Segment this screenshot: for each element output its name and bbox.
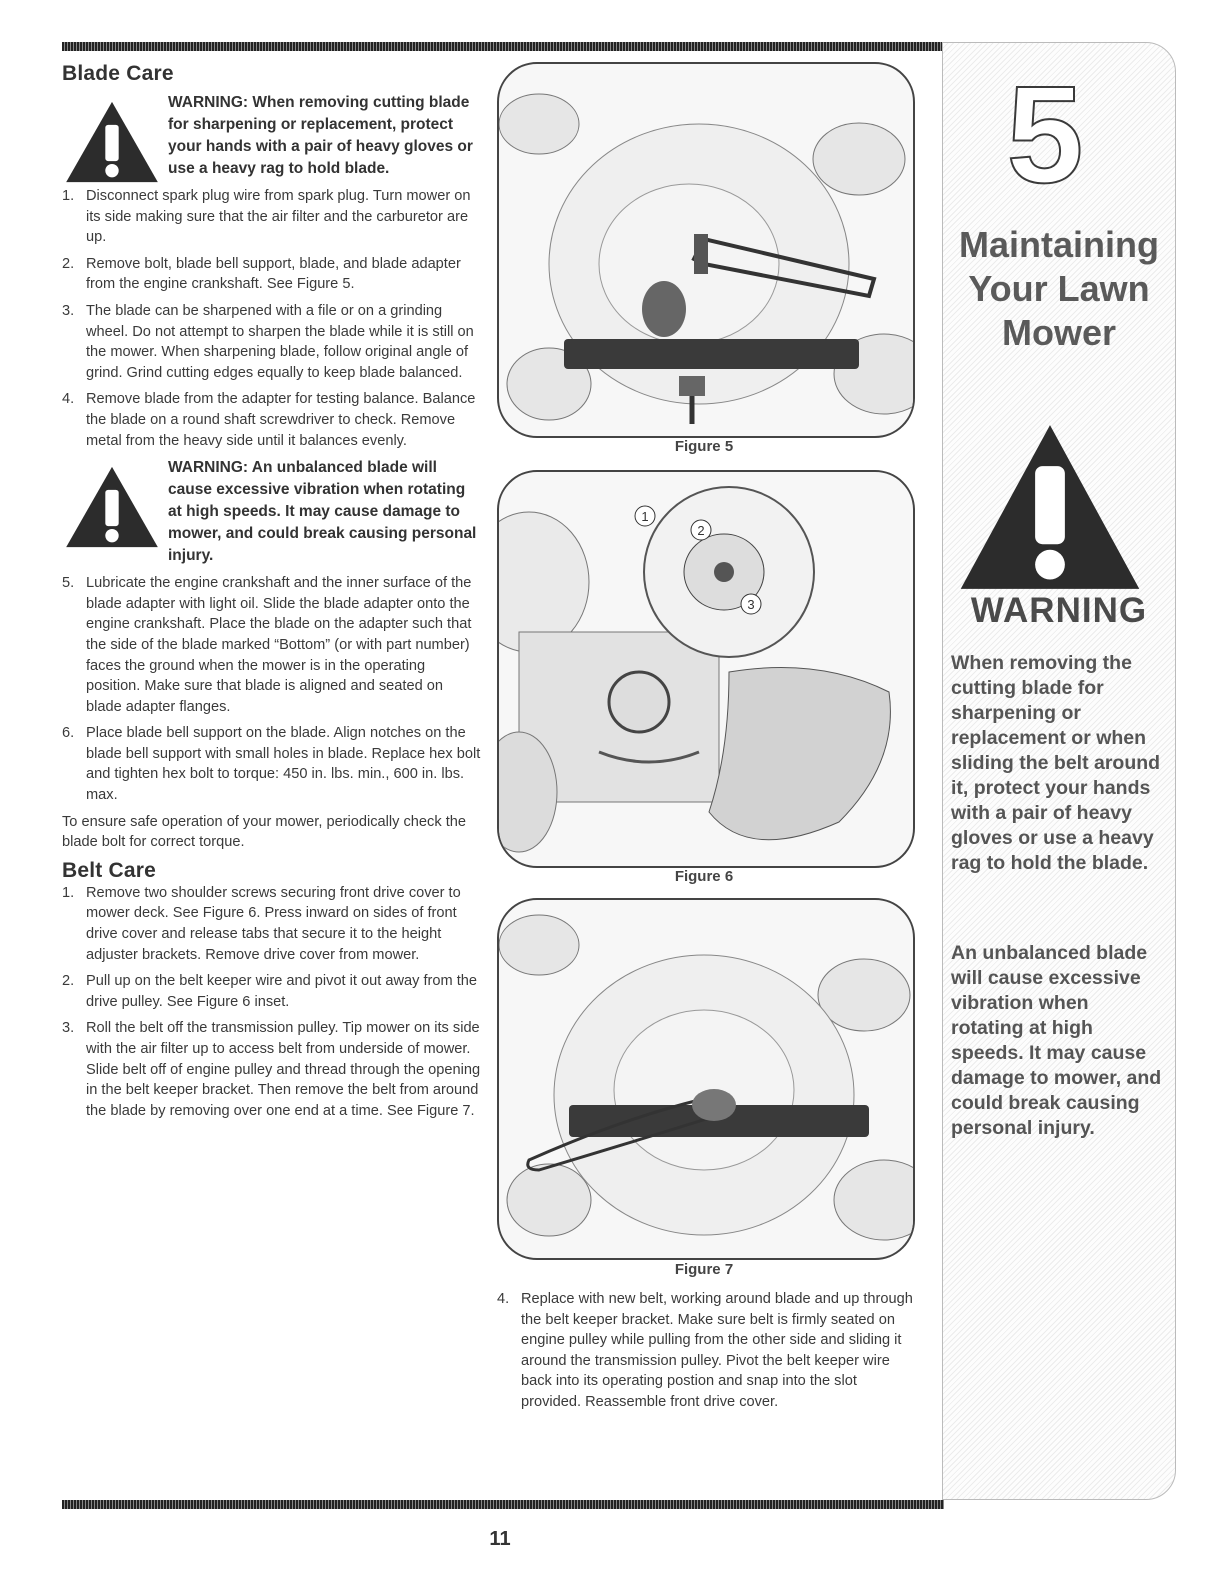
callout-3: 3	[747, 597, 755, 612]
blade-closing-text: To ensure safe operation of your mower, periodically check the blade bolt for correct torque.	[62, 813, 466, 851]
chapter-title: Maintaining Your Lawn Mower	[959, 224, 1159, 353]
drive-cover-illustration	[499, 472, 913, 866]
chapter-sidebar	[942, 42, 1176, 1500]
list-item: 1. Remove two shoulder screws securing front drive cover to mower deck. See Figure 6. Press inward on sides of front drive cover and release tabs that secure it to the height adjuster brackets. Remove drive cover from mower.	[62, 884, 461, 963]
figure-7-image	[497, 898, 915, 1260]
belt-care-heading: Belt Care	[62, 858, 157, 882]
top-rule	[62, 42, 944, 51]
sidebar-warning-text-1: When removing the cutting blade for sharpening or replacement or when sliding the belt around it, protect your hands with a pair of heavy gloves or use a heavy rag to hold the blade.	[951, 652, 1161, 874]
figure-6-caption: Figure 6	[674, 868, 734, 885]
sidebar-warning-text-2: An unbalanced blade will cause excessive vibration when rotating at high speeds. It may cause damage to mower, and could break causing personal injury.	[951, 942, 1162, 1139]
figure-7-caption: Figure 7	[674, 1261, 734, 1278]
belt-steps	[62, 883, 482, 1122]
warning-triangle-icon	[64, 465, 160, 549]
warning-triangle-icon	[64, 100, 160, 184]
list-item: 3. The blade can be sharpened with a file or on a grinding wheel. Do not attempt to sharpen the blade while it is still on the mower. When sharpening blade, follow original angle of grind. Grind cutting edges equally to keep blade balanced.	[62, 302, 474, 381]
list-item: 2. Pull up on the belt keeper wire and pivot it out away from the drive pulley. See Figure 6 inset.	[62, 973, 478, 1010]
figure-6-image	[497, 470, 915, 868]
warning-text-2: WARNING: An unbalanced blade will cause excessive vibration when rotating at high speeds. It may cause damage to mower, and could break causing personal injury.	[168, 459, 477, 565]
warning-text-1: WARNING: When removing cutting blade for sharpening or replacement, protect your hands with a pair of heavy gloves or use a heavy rag to hold blade.	[168, 94, 473, 177]
page-number: 11	[489, 1528, 511, 1550]
bottom-rule	[62, 1500, 944, 1509]
list-item: 1. Disconnect spark plug wire from spark plug. Turn mower on its side making sure that the air filter and the carburetor are up.	[62, 188, 471, 246]
list-item: 3. Roll the belt off the transmission pulley. Tip mower on its side with the air filter up to access belt from underside of mower. Slide belt off of engine pulley and thread through the opening in the belt keeper bracket. Then remove the belt from around the blade by removing over one end at a time. See Figure 7.	[62, 1020, 481, 1119]
blade-steps-a	[62, 186, 482, 451]
list-item: 5. Lubricate the engine crankshaft and the inner surface of the blade adapter with light oil. Slide the blade adapter onto the engine crankshaft. Place the blade on the adapter such that the side of the blade marked “Bottom” (or with part number) faces the ground when the mower is in the operating position. Make sure that blade is aligned and seated on blade adapter flanges.	[62, 575, 472, 715]
list-item: 4. Remove blade from the adapter for testing balance. Balance the blade on a round shaft screwdriver to check. Remove metal from the heavy side until it balances evenly.	[62, 391, 476, 449]
sidebar-warning-label: WARNING	[970, 591, 1148, 630]
belt-routing-illustration	[499, 900, 913, 1258]
list-item: 6. Place blade bell support on the blade. Align notches on the blade bell support with small holes in blade. Replace hex bolt and tighten hex bolt to torque: 450 in. lbs. min., 600 in. lbs. max.	[62, 725, 481, 804]
belt-step-4	[497, 1289, 917, 1419]
mower-underside-illustration	[499, 64, 913, 436]
warning-block-2	[62, 457, 482, 567]
figure-5-image	[497, 62, 915, 438]
warning-triangle-icon	[957, 421, 1143, 593]
callout-2: 2	[697, 523, 705, 538]
chapter-number: 5	[1006, 58, 1084, 212]
blade-care-heading: Blade Care	[62, 62, 174, 85]
list-item: 2. Remove bolt, blade bell support, blade, and blade adapter from the engine crankshaft. See Figure 5.	[62, 255, 461, 293]
callout-1: 1	[641, 509, 649, 524]
blade-steps-b	[62, 573, 482, 806]
list-item: 4. Replace with new belt, working around blade and up through the belt keeper bracket. Make sure belt is firmly seated on engine pulley while pulling from the other side and sliding it around the transmission pulley. Pivot the belt keeper wire back into its operating postion and snap into the slot provided. Reassemble front drive cover.	[497, 1291, 913, 1410]
left-column	[62, 62, 482, 1127]
warning-block-1	[62, 92, 482, 180]
figure-5-caption: Figure 5	[674, 438, 734, 455]
